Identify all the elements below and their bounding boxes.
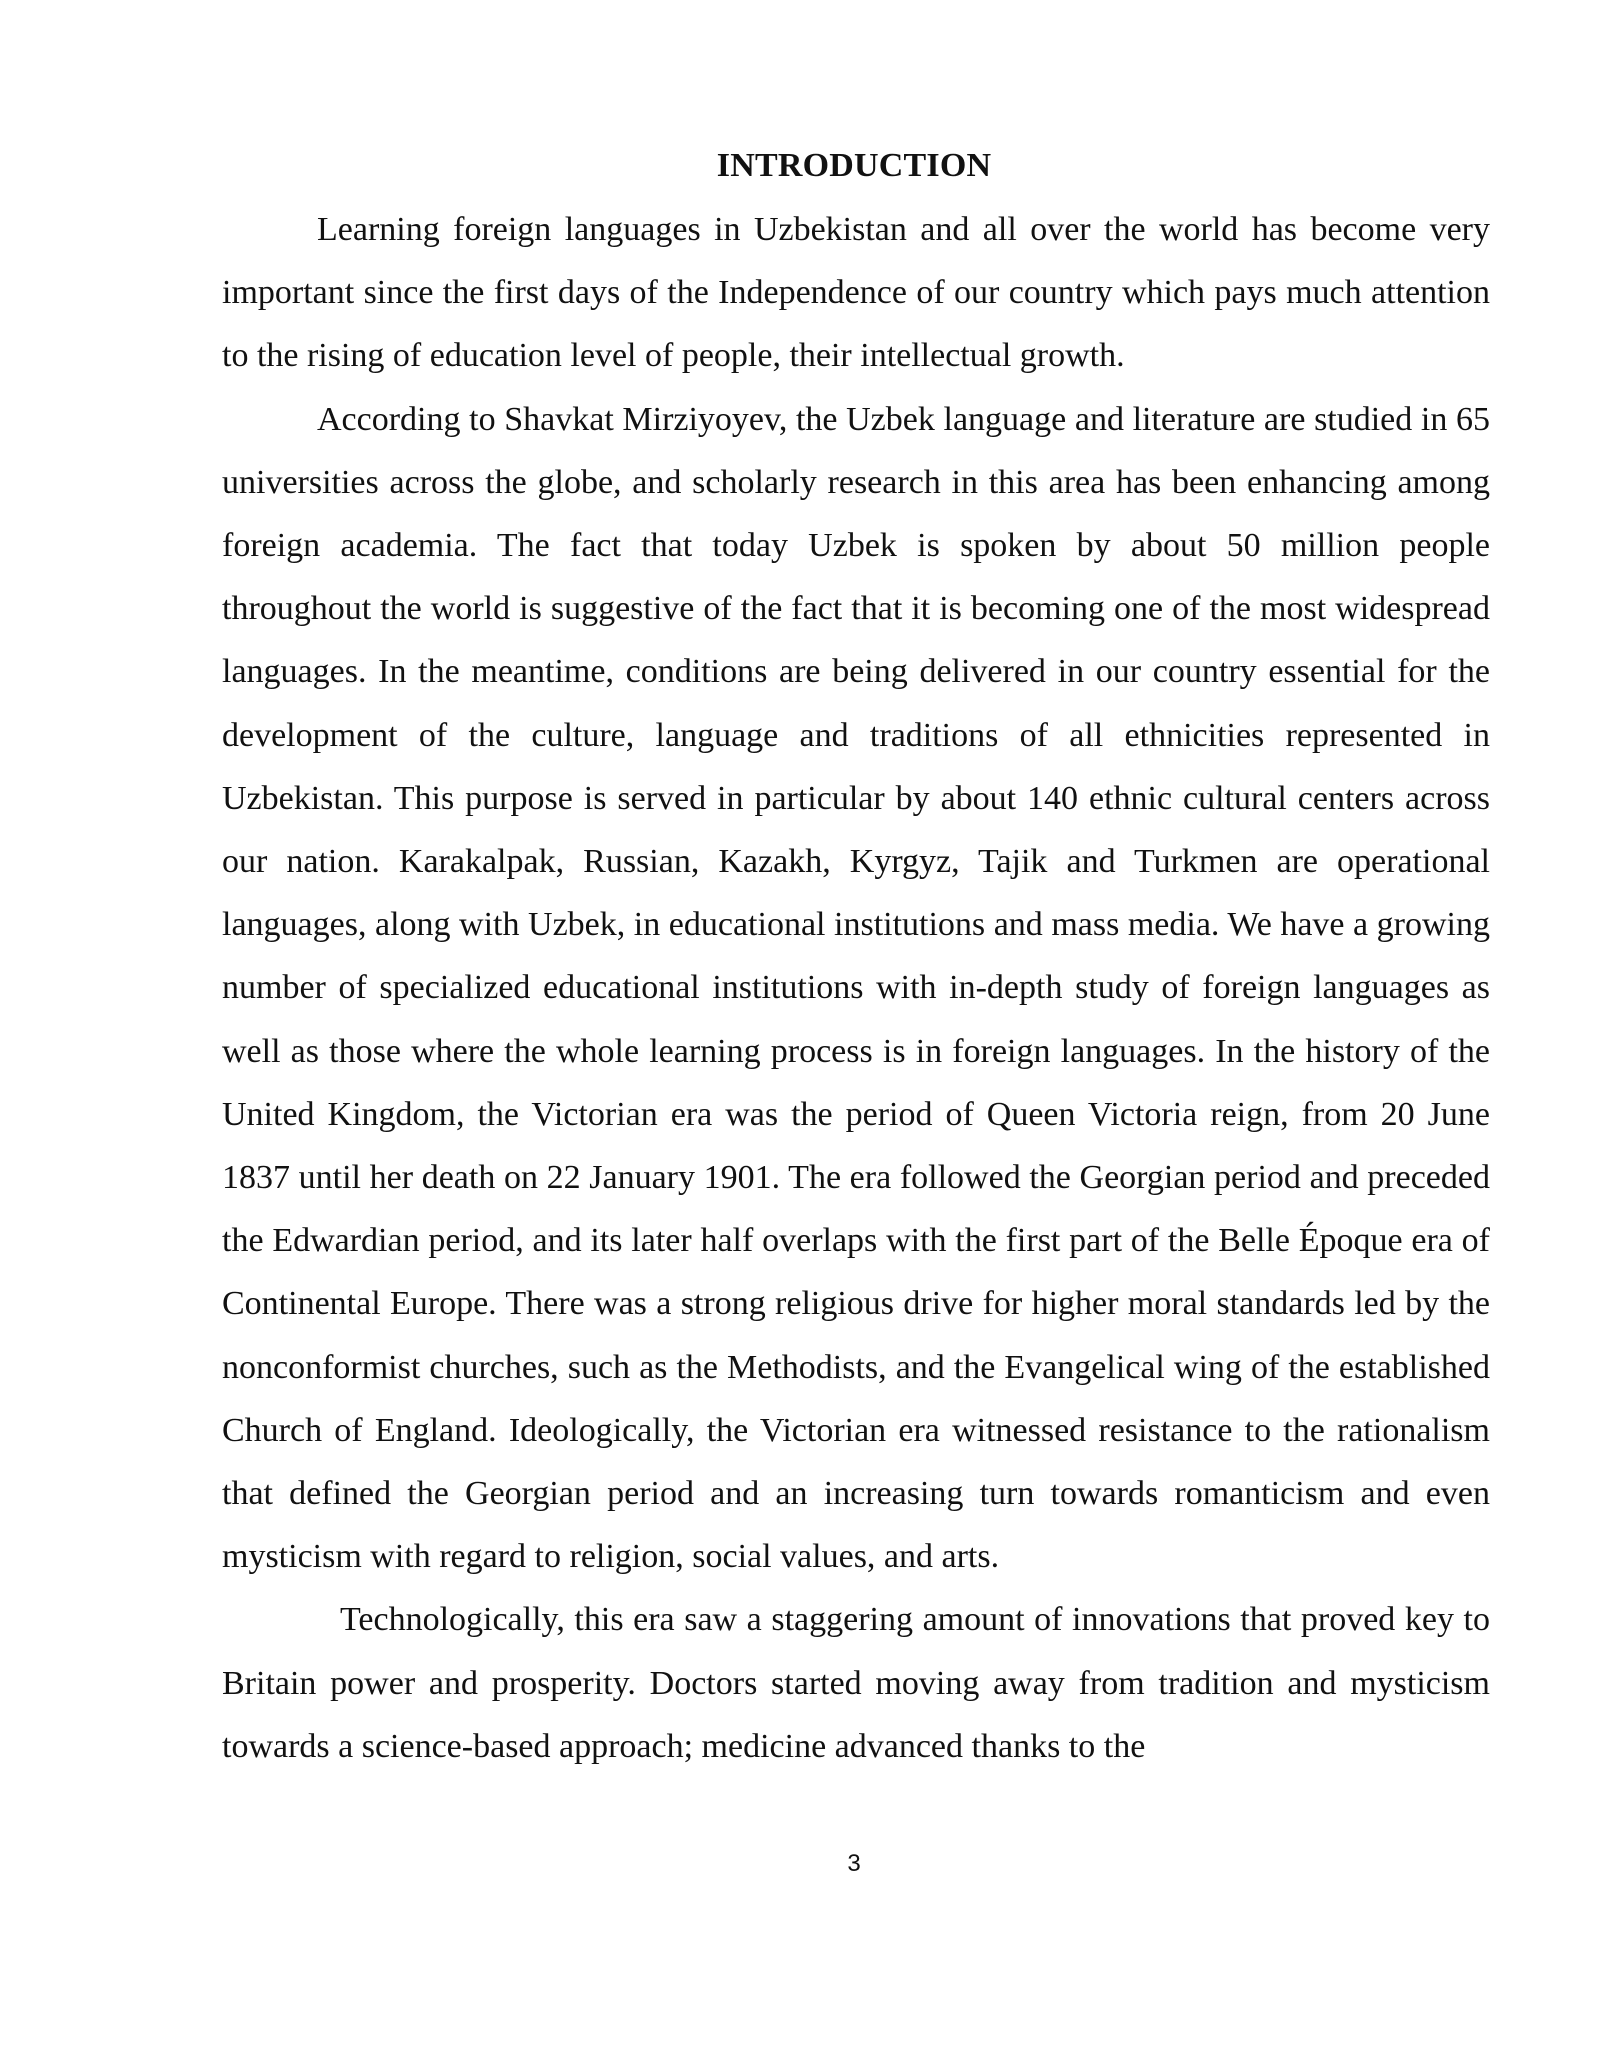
paragraph-2: According to Shavkat Mirziyoyev, the Uzbek language and literature are studied in 65 universities across the globe, and scholarly research in this area has been enhancing among foreign academia. The fact that today Uzbek is spoken by about 50 million people throughout the world is suggestive of the fact that it is becoming one of the most widespread languages. In the meantime, conditions are being delivered in our country essential for the development of the culture, language and traditions of all ethnicities represented in Uzbekistan. This purpose is served in particular by about 140 ethnic cultural centers across our nation. Karakalpak, Russian, Kazakh, Kyrgyz, Tajik and Turkmen are operational languages, along with Uzbek, in educational institutions and mass media. We have a growing number of specialized educational institutions with in-depth study of foreign languages as well as those where the whole learning process is in foreign languages. In the history of the United Kingdom, the Victorian era was the period of Queen Victoria reign, from 20 June 1837 until her death on 22 January 1901. The era followed the Georgian period and preceded the Edwardian period, and its later half overlaps with the first part of the Belle Époque era of Continental Europe. There was a strong religious drive for higher moral standards led by the nonconformist churches, such as the Methodists, and the Evangelical wing of the established Church of England. Ideologically, the Victorian era witnessed resistance to the rationalism that defined the Georgian period and an increasing turn towards romanticism and even mysticism with regard to religion, social values, and arts. <box>222 400 1490 1576</box>
paragraph-1: Learning foreign languages in Uzbekistan and all over the world has become very important since the first days of the Independence of our country which pays much attention to the rising of education level of people, their intellectual growth. <box>222 211 1490 375</box>
body-text <box>222 198 1490 1778</box>
page-number: 3 <box>847 1850 861 1877</box>
page-title: INTRODUCTION <box>716 147 992 184</box>
paragraph-3: Technologically, this era saw a staggering amount of innovations that proved key to Britain power and prosperity. Doctors started moving away from tradition and mysticism towards a science-based approach; medicine advanced thanks to the <box>222 1601 1490 1765</box>
